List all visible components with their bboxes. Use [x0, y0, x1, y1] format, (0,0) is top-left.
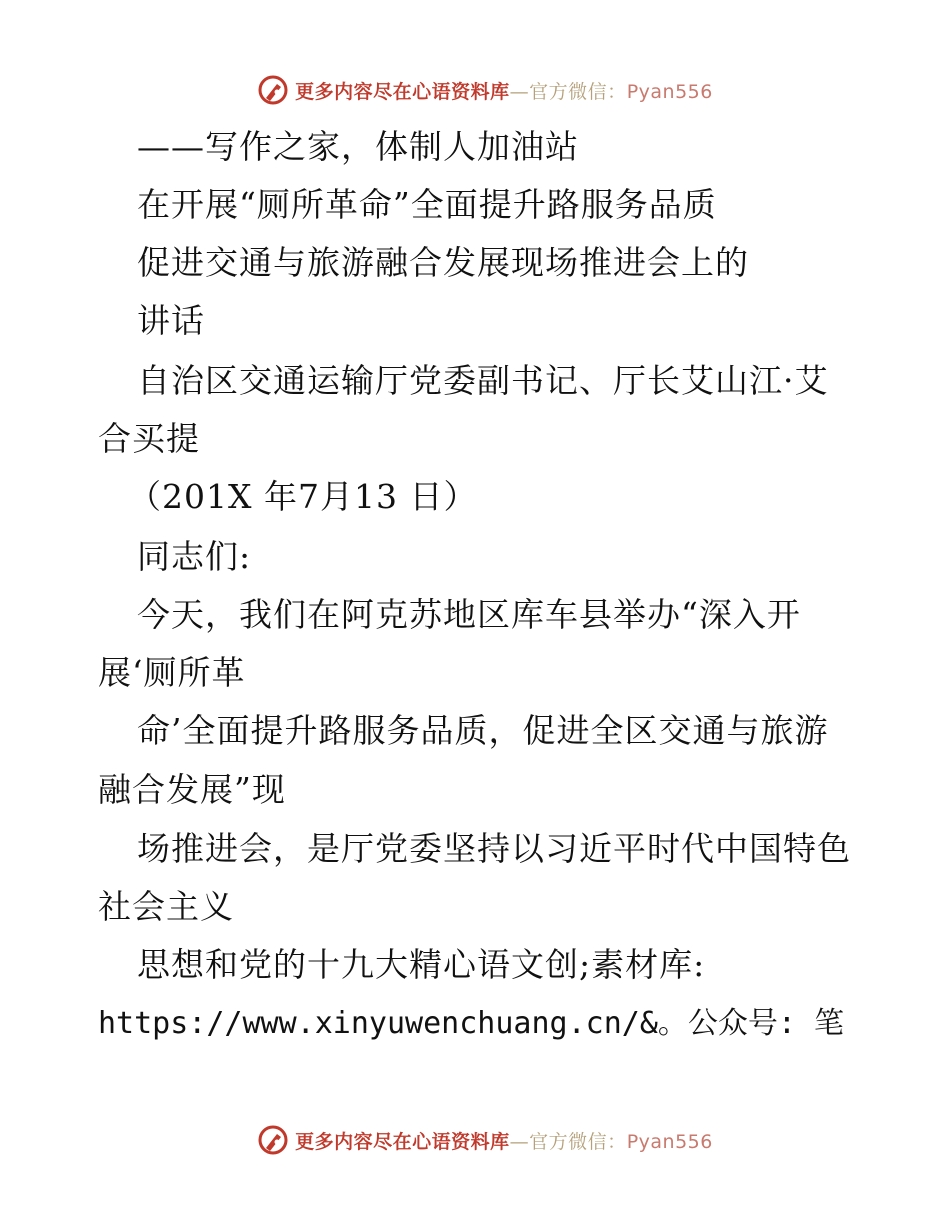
header-banner-inner	[257, 74, 713, 106]
banner-wechat-label: 官方微信：	[529, 1130, 627, 1153]
date-line: （201X 年7月13 日）	[128, 477, 478, 516]
title-line-3: 讲话	[137, 301, 205, 340]
banner-site-name: 更多内容尽在心语资料库	[295, 1130, 510, 1153]
banner-wechat-id: Pyan556	[626, 1130, 713, 1153]
paragraph-line-4: 融合发展”现	[98, 770, 286, 809]
banner-site-name: 更多内容尽在心语资料库	[295, 80, 510, 103]
footer-banner	[0, 1120, 950, 1160]
speaker-line-2: 合买提	[98, 419, 200, 458]
paragraph-line-8: https://www.xinyuwenchuang.cn/&。公众号: 笔	[98, 1006, 845, 1041]
header-banner	[0, 70, 950, 110]
paragraph-line-2: 展‘厕所革	[98, 653, 246, 692]
pen-nib-logo-icon	[257, 74, 289, 106]
paragraph-line-5: 场推进会，是厅党委坚持以习近平时代中国特色	[137, 829, 851, 868]
banner-separator: —	[509, 1130, 530, 1153]
footer-banner-inner	[257, 1124, 713, 1156]
banner-wechat-label: 官方微信：	[529, 80, 627, 103]
pen-nib-logo-icon	[257, 1124, 289, 1156]
header-banner-text	[295, 77, 713, 104]
banner-wechat-id: Pyan556	[626, 80, 713, 103]
title-line-2: 促进交通与旅游融合发展现场推进会上的	[137, 243, 749, 282]
salutation-line: 同志们:	[137, 537, 252, 576]
paragraph-line-6: 社会主义	[98, 887, 234, 926]
paragraph-line-1: 今天，我们在阿克苏地区库车县举办“深入开	[137, 595, 801, 634]
speaker-line-1: 自治区交通运输厅党委副书记、厅长艾山江·艾	[137, 361, 829, 400]
banner-separator: —	[509, 80, 530, 103]
title-line-1: 在开展“厕所革命”全面提升路服务品质	[137, 185, 717, 224]
footer-banner-text	[295, 1127, 713, 1154]
subtitle-line: ——写作之家，体制人加油站	[137, 127, 579, 166]
paragraph-line-3: 命’全面提升路服务品质，促进全区交通与旅游	[137, 711, 829, 750]
paragraph-line-7: 思想和党的十九大精心语文创;素材库:	[137, 945, 706, 984]
